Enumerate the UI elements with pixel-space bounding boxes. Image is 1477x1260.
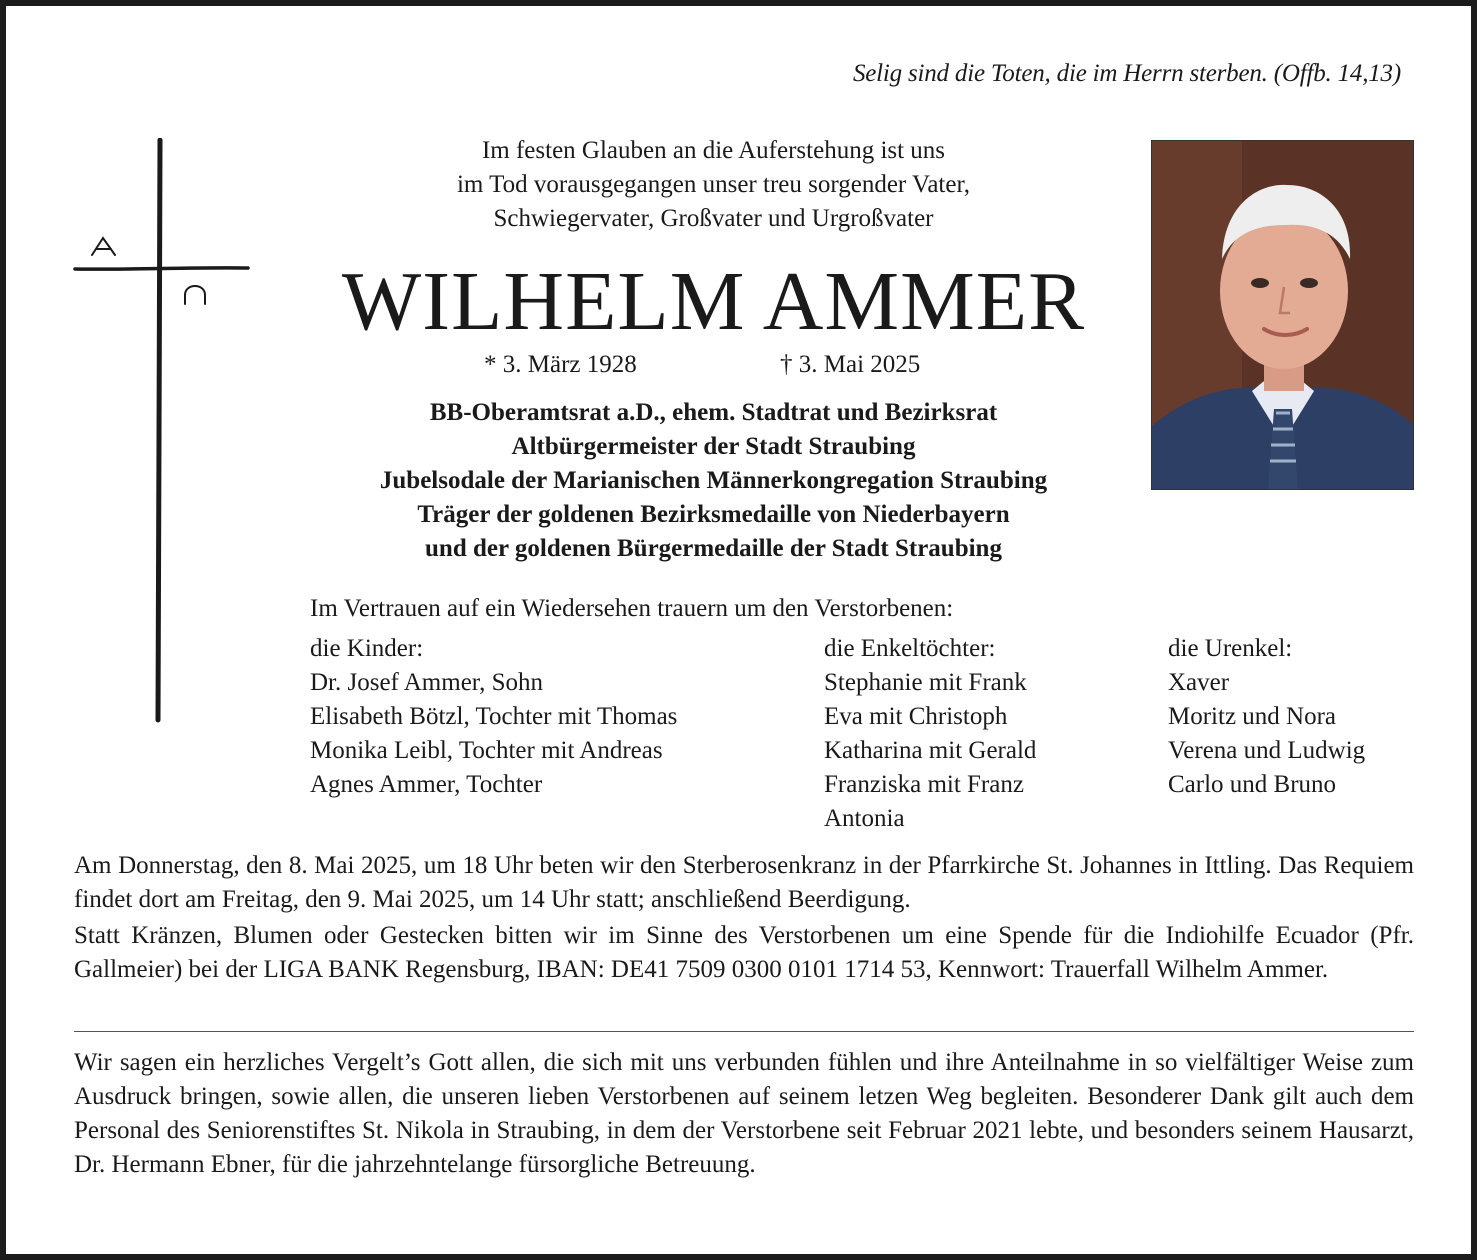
mourner-name: Verena und Ludwig <box>1168 737 1366 764</box>
honorary-titles <box>296 396 1131 566</box>
mourner-name: Antonia <box>824 805 905 832</box>
intro-line: im Tod vorausgegangen unser treu sorgender Vater, <box>456 171 971 198</box>
cross-alpha-omega-icon <box>72 138 252 728</box>
intro-text <box>296 134 1131 236</box>
mourner-name: Xaver <box>1168 669 1230 696</box>
divider <box>74 1031 1414 1032</box>
thank-you-note: Wir sagen ein herzliches Vergelt’s Gott allen, die sich mit uns verbunden fühlen und ihre Anteilnahme in so vielfältiger Weise zum Ausdruck bringen, sowie allen, die unseren lieben Verstorbenen auf seinem letzen Weg begleiten. Besonderer Dank gilt auch dem Personal des Seniorenstiftes St. Nikola in Straubing, in dem der Verstorbene seit Februar 2021 lebte, und besonders seinem Hausarzt, Dr. Hermann Ebner, für die jahrzehntelange fürsorgliche Betreuung. <box>74 1049 1414 1178</box>
column-heading: die Urenkel: <box>1168 635 1293 662</box>
bible-motto: Selig sind die Toten, die im Herrn sterben. (Offb. 14,13) <box>852 60 1401 87</box>
mourner-name: Moritz und Nora <box>1168 703 1337 730</box>
mourner-name: Dr. Josef Ammer, Sohn <box>310 669 544 696</box>
portrait-photo <box>1151 140 1414 490</box>
title-line: Altbürgermeister der Stadt Straubing <box>511 433 916 460</box>
life-dates <box>296 348 1131 382</box>
mourners-great-grandchildren <box>1168 632 1365 802</box>
mourners-granddaughters <box>824 632 1036 836</box>
mourner-name: Monika Leibl, Tochter mit Andreas <box>310 737 663 764</box>
title-line: Träger der goldenen Bezirksmedaille von Niederbayern <box>417 501 1010 528</box>
title-line: Jubelsodale der Marianischen Männerkongregation Straubing <box>379 467 1048 494</box>
column-heading: die Kinder: <box>310 635 424 662</box>
mourner-name: Elisabeth Bötzl, Tochter mit Thomas <box>310 703 678 730</box>
donation-request: Statt Kränzen, Blumen oder Gestecken bitten wir im Sinne des Verstorbenen um eine Spende für die Indiohilfe Ecuador (Pfr. Gallmeier) bei der LIGA BANK Regensburg, IBAN: DE41 7509 0300 0101 1714 53, Kennwort: Trauerfall Wilhelm Ammer. <box>74 922 1414 983</box>
deceased-name: WILHELM AMMER <box>341 255 1086 348</box>
portrait-illustration <box>1152 141 1414 490</box>
mourner-name: Katharina mit Gerald <box>824 737 1037 764</box>
mourner-name: Agnes Ammer, Tochter <box>310 771 543 798</box>
mourners-intro: Im Vertrauen auf ein Wiedersehen trauern um den Verstorbenen: <box>310 595 954 622</box>
mourner-name: Stephanie mit Frank <box>824 669 1027 696</box>
title-line: und der goldenen Bürgermedaille der Stadt Straubing <box>425 535 1002 562</box>
death-date: † 3. Mai 2025 <box>780 351 921 378</box>
mourners-children <box>310 632 677 802</box>
mourner-name: Carlo und Bruno <box>1168 771 1337 798</box>
birth-date: * 3. März 1928 <box>484 351 637 378</box>
mourner-name: Eva mit Christoph <box>824 703 1008 730</box>
intro-line: Im festen Glauben an die Auferstehung ist uns <box>481 137 946 164</box>
column-heading: die Enkeltöchter: <box>824 635 996 662</box>
title-line: BB-Oberamtsrat a.D., ehem. Stadtrat und Bezirksrat <box>429 399 998 426</box>
intro-line: Schwiegervater, Großvater und Urgroßvater <box>493 205 934 232</box>
service-information: Am Donnerstag, den 8. Mai 2025, um 18 Uhr beten wir den Sterberosenkranz in der Pfarrkirche St. Johannes in Ittling. Das Requiem findet dort am Freitag, den 9. Mai 2025, um 14 Uhr statt; anschließend Beerdigung. <box>74 852 1414 913</box>
mourner-name: Franziska mit Franz <box>824 771 1024 798</box>
